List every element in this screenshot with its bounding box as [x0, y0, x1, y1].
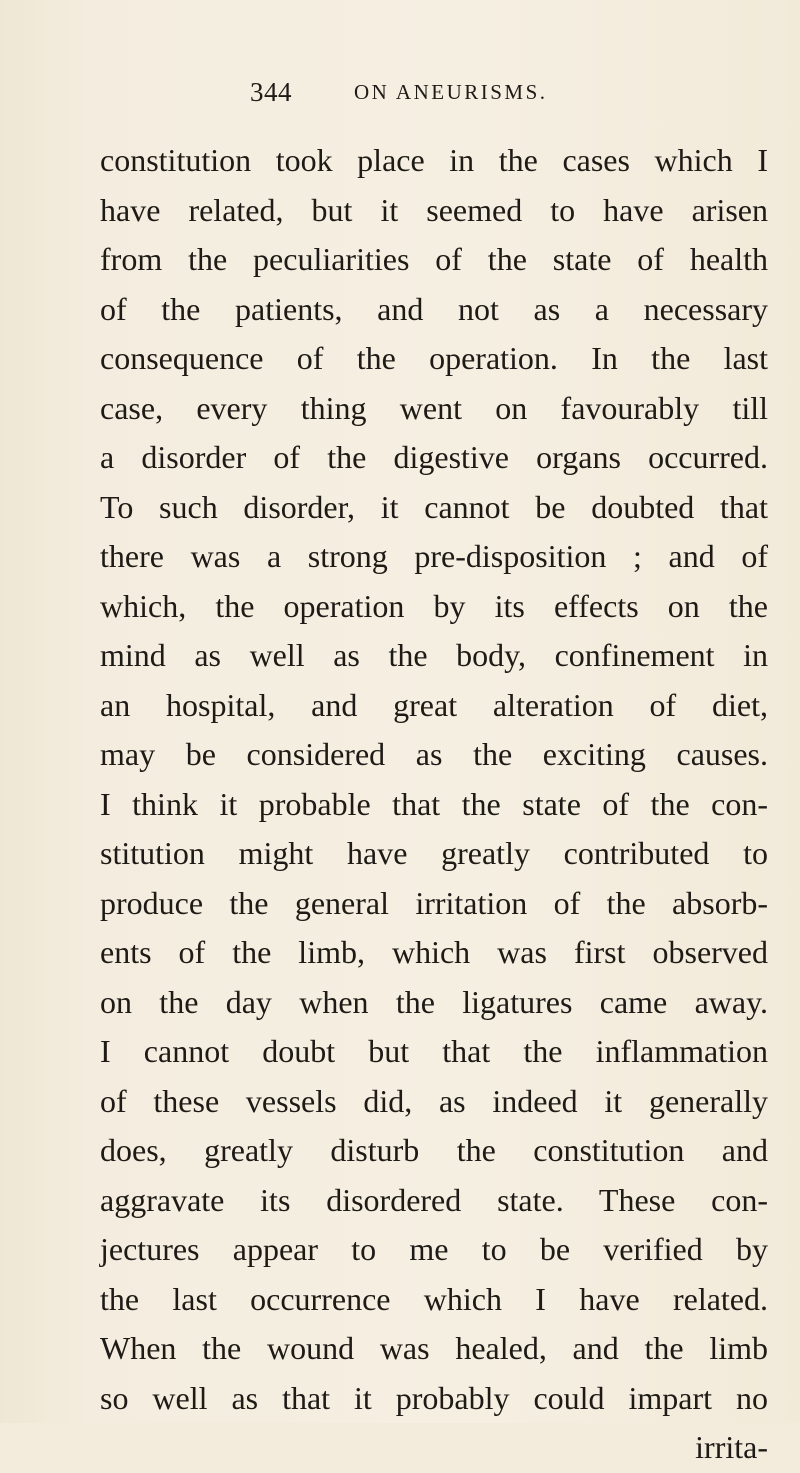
page-number: 344	[250, 77, 292, 107]
text-line: aggravate its disordered state. These con-	[100, 1181, 768, 1218]
page-header	[250, 72, 570, 112]
text-line: irrita-	[695, 1429, 768, 1465]
text-line: To such disorder, it cannot be doubted that	[100, 488, 768, 525]
text-line: case, every thing went on favourably till	[100, 389, 768, 426]
running-title: ON ANEURISMS.	[354, 80, 548, 104]
text-line: stitution might have greatly contributed to	[100, 835, 768, 871]
text-line: of these vessels did, as indeed it generally	[100, 1082, 768, 1119]
text-line: the last occurrence which I have related.	[100, 1280, 768, 1317]
text-line: I cannot doubt but that the inflammation	[100, 1033, 768, 1069]
text-line: consequence of the operation. In the last	[100, 340, 768, 376]
text-line: produce the general irritation of the absorb-	[100, 884, 768, 921]
text-line: a disorder of the digestive organs occurred.	[100, 439, 768, 475]
text-line: may be considered as the exciting causes.	[100, 736, 768, 772]
text-line: constitution took place in the cases which I	[100, 142, 768, 178]
text-line: an hospital, and great alteration of diet,	[100, 686, 768, 723]
text-line: mind as well as the body, confinement in	[100, 637, 768, 673]
text-line: When the wound was healed, and the limb	[100, 1330, 768, 1366]
text-line: from the peculiarities of the state of health	[100, 241, 768, 277]
text-line: does, greatly disturb the constitution and	[100, 1132, 768, 1168]
text-line: jectures appear to me to be verified by	[100, 1231, 768, 1267]
text-line: I think it probable that the state of the con-	[100, 785, 768, 822]
text-line: so well as that it probably could impart no	[100, 1379, 768, 1416]
text-line: on the day when the ligatures came away.	[100, 983, 768, 1020]
text-line: which, the operation by its effects on the	[100, 587, 768, 624]
body-text	[100, 136, 768, 1473]
text-line: of the patients, and not as a necessary	[100, 290, 768, 327]
text-line: have related, but it seemed to have arisen	[100, 191, 768, 228]
text-line: ents of the limb, which was first observed	[100, 934, 768, 970]
text-line: there was a strong pre-disposition ; and of	[100, 538, 768, 574]
